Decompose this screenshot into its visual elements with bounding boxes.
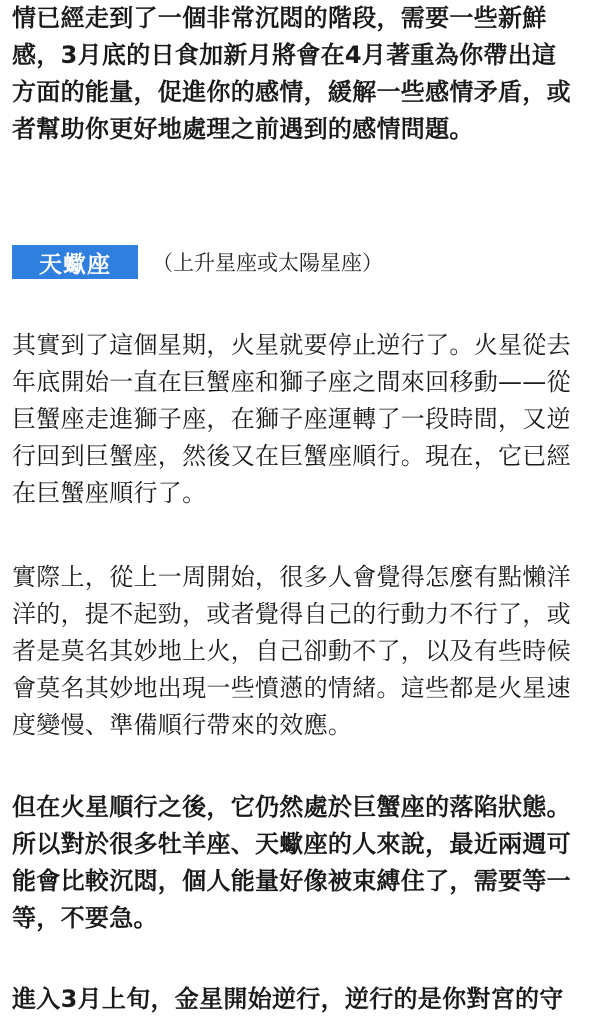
paragraph-mars-retrograde [12, 327, 602, 512]
paragraph-line: 所以對於很多牡羊座、天蠍座的人來說，最近兩週可 [12, 830, 571, 858]
paragraph-line: 度變慢、準備順行帶來的效應。 [12, 711, 353, 739]
paragraph-line: 會莫名其妙地出現一些憤懣的情緒。這些都是火星速 [12, 674, 571, 702]
paragraph-line: 年底開始一直在巨蟹座和獅子座之間來回移動——從 [12, 368, 571, 396]
paragraph-effects [12, 559, 602, 744]
paragraph-line: 行回到巨蟹座，然後又在巨蟹座順行。現在，它已經 [12, 442, 571, 470]
sign-badge: 天蠍座 [12, 245, 138, 279]
intro-line: 者幫助你更好地處理之前遇到的感情問題。 [12, 115, 474, 143]
paragraph-line: 進入3月上旬，金星開始逆行，逆行的是你對宮的守 [12, 985, 564, 1013]
intro-line: 感，3月底的日食加新月將會在4月著重為你帶出這 [12, 41, 557, 69]
intro-line: 方面的能量，促進你的感情，緩解一些感情矛盾，或 [12, 78, 571, 106]
paragraph-line: 等，不要急。 [12, 904, 158, 932]
paragraph-line: 實際上，從上一周開始，很多人會覺得怎麼有點懶洋 [12, 563, 571, 591]
paragraph-mars-fall [12, 789, 602, 937]
paragraph-line: 在巨蟹座順行了。 [12, 479, 207, 507]
intro-paragraph [12, 0, 602, 148]
paragraph-venus [12, 981, 602, 1018]
paragraph-line: 其實到了這個星期，火星就要停止逆行了。火星從去 [12, 331, 571, 359]
paragraph-line: 但在火星順行之後，它仍然處於巨蟹座的落陷狀態。 [12, 793, 571, 821]
sign-note: （上升星座或太陽星座） [152, 251, 383, 275]
paragraph-line: 能會比較沉悶，個人能量好像被束縛住了，需要等一 [12, 867, 571, 895]
paragraph-line: 巨蟹座走進獅子座，在獅子座運轉了一段時間，又逆 [12, 405, 571, 433]
intro-line: 情已經走到了一個非常沉悶的階段，需要一些新鮮 [12, 4, 547, 32]
paragraph-line: 洋的，提不起勁，或者覺得自己的行動力不行了，或 [12, 600, 571, 628]
paragraph-line: 者是莫名其妙地上火，自己卻動不了，以及有些時候 [12, 637, 571, 665]
sign-heading [12, 245, 383, 279]
